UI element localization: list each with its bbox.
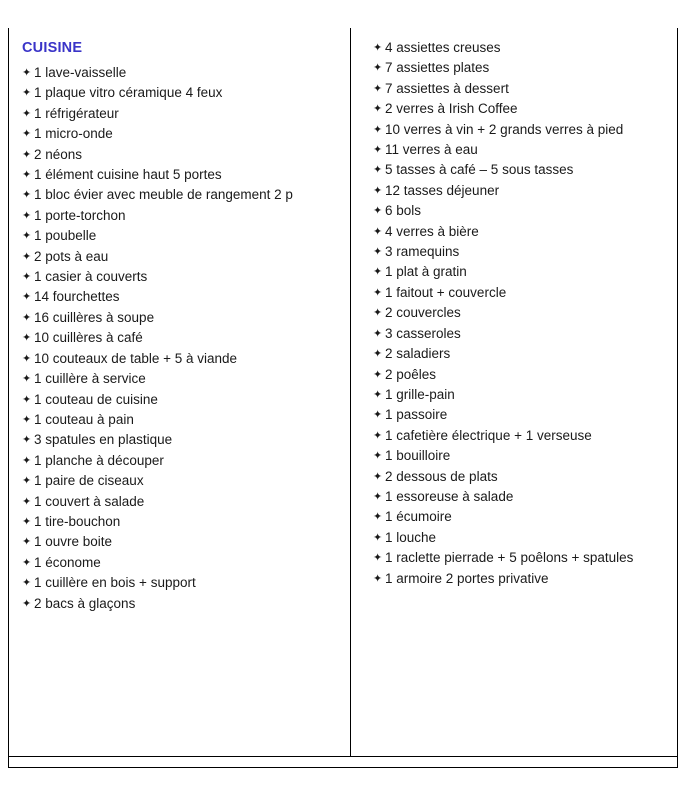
list-item-label: 1 cuillère en bois + support [34,575,196,591]
bullet-icon: ✦ [22,169,32,182]
bullet-icon: ✦ [373,42,383,54]
list-item [22,267,342,287]
list-item-label: 2 pots à eau [34,248,109,264]
bullet-icon: ✦ [373,490,383,503]
bullet-icon: ✦ [373,572,383,585]
list-item [373,446,673,466]
bullet-icon: ✦ [373,266,383,279]
list-item-label: 1 grille-pain [385,386,455,402]
list-item [22,83,342,103]
bullet-icon: ✦ [22,230,32,243]
list-item [22,308,342,328]
list-item-label: 2 néons [34,146,83,162]
list-item [22,206,342,226]
list-item-label: 1 économe [34,554,101,570]
list-item-label: 1 tire-bouchon [34,513,121,529]
list-item [373,262,673,282]
list-item [373,303,673,323]
list-item [22,512,342,532]
list-item-label: 2 bacs à glaçons [34,595,136,611]
bullet-icon: ✦ [373,205,383,218]
list-item-label: 6 bols [385,203,422,219]
list-item [22,185,342,205]
bullet-icon: ✦ [373,123,383,136]
list-item-label: 2 couvercles [385,305,461,321]
bullet-icon: ✦ [22,189,32,202]
list-item-label: 10 verres à vin + 2 grands verres à pied [385,121,624,137]
bullet-icon: ✦ [373,184,383,197]
bullet-icon: ✦ [22,577,32,590]
page-title: CUISINE [22,40,83,56]
bullet-icon: ✦ [22,107,32,120]
list-item-label: 1 louche [385,529,437,545]
bullet-icon: ✦ [373,470,383,483]
list-item-label: 16 cuillères à soupe [34,309,155,325]
list-item-label: 1 casier à couverts [34,269,148,285]
list-item [373,160,673,180]
bullet-icon: ✦ [373,144,383,157]
bullet-icon: ✦ [373,368,383,381]
bullet-icon: ✦ [22,597,32,610]
bullet-icon: ✦ [22,454,32,467]
list-item [373,140,673,160]
bullet-icon: ✦ [22,373,32,386]
list-item-label: 7 assiettes plates [385,60,490,76]
bullet-icon: ✦ [373,409,383,422]
list-item-label: 14 fourchettes [34,289,120,305]
bullet-icon: ✦ [22,250,32,263]
list-item [22,573,342,593]
bullet-icon: ✦ [22,271,32,284]
list-item [373,38,673,58]
list-item-label: 1 couvert à salade [34,493,145,509]
list-item [373,385,673,405]
list-item [22,165,342,185]
bullet-icon: ✦ [22,556,32,569]
bullet-icon: ✦ [373,82,383,95]
bullet-icon: ✦ [22,475,32,488]
list-item-label: 1 lave-vaisselle [34,65,127,80]
list-item-label: 1 raclette pierrade + 5 poêlons + spatules [385,550,634,566]
list-item [373,487,673,507]
bullet-icon: ✦ [22,209,32,222]
list-item-label: 1 planche à découper [34,452,164,468]
left-column [22,38,342,614]
list-item-label: 1 bouilloire [385,448,451,464]
list-item [373,365,673,385]
list-item-label: 7 assiettes à dessert [385,80,509,96]
list-item-label: 1 plat à gratin [385,264,467,280]
list-item-label: 1 porte-torchon [34,207,126,223]
list-item [373,283,673,303]
list-item [373,548,673,568]
list-item-label: 1 passoire [385,407,448,423]
bullet-icon: ✦ [373,327,383,340]
list-item [22,104,342,124]
list-item-label: 1 couteau de cuisine [34,391,158,407]
list-item [373,405,673,425]
bullet-icon: ✦ [373,531,383,544]
list-item-label: 1 plaque vitro céramique 4 feux [34,85,223,101]
list-item-label: 12 tasses déjeuner [385,182,500,198]
list-item [373,120,673,140]
list-item-label: 10 couteaux de table + 5 à viande [34,350,238,366]
list-item [22,553,342,573]
list-item [373,58,673,78]
bullet-icon: ✦ [373,552,383,565]
list-item-label: 3 casseroles [385,325,461,341]
bullet-icon: ✦ [22,128,32,141]
list-item-label: 1 bloc évier avec meuble de rangement 2 p [34,187,293,203]
list-item-label: 10 cuillères à café [34,330,143,346]
list-item-label: 3 ramequins [385,244,460,260]
bullet-icon: ✦ [373,286,383,299]
list-item-label: 11 verres à eau [385,142,478,158]
kitchen-inventory-list-left [22,63,342,614]
bullet-icon: ✦ [373,246,383,259]
list-item [373,181,673,201]
list-item [373,99,673,119]
bullet-icon: ✦ [373,511,383,524]
list-item [373,528,673,548]
bullet-icon: ✦ [22,536,32,549]
bullet-icon: ✦ [22,515,32,528]
list-item-label: 1 micro-onde [34,126,113,142]
list-item-label: 4 verres à bière [385,223,479,239]
list-item-label: 1 réfrigérateur [34,105,119,121]
list-item [22,410,342,430]
bullet-icon: ✦ [373,348,383,361]
list-item [22,594,342,614]
list-item [22,369,342,389]
list-item [373,569,673,589]
list-item [22,63,342,83]
bullet-icon: ✦ [373,62,383,75]
bullet-icon: ✦ [373,225,383,238]
list-item [373,507,673,527]
list-item [22,471,342,491]
bullet-icon: ✦ [22,87,32,100]
list-item [373,344,673,364]
list-item-label: 1 écumoire [385,509,452,525]
bullet-icon: ✦ [373,164,383,177]
list-item-label: 1 armoire 2 portes privative [385,570,549,586]
bullet-icon: ✦ [22,434,32,447]
list-item-label: 2 saladiers [385,346,451,362]
list-item-label: 1 couteau à pain [34,411,134,427]
list-item-label: 1 cuillère à service [34,371,146,387]
list-item [22,247,342,267]
list-item [22,145,342,165]
bullet-icon: ✦ [22,495,32,508]
list-item [22,124,342,144]
kitchen-inventory-list-right [373,38,673,589]
list-item-label: 2 verres à Irish Coffee [385,101,518,117]
list-item [22,451,342,471]
bullet-icon: ✦ [373,307,383,320]
list-item [373,222,673,242]
list-item [373,467,673,487]
list-item [373,201,673,221]
list-item-label: 1 poubelle [34,228,97,244]
list-item [373,426,673,446]
bullet-icon: ✦ [373,429,383,442]
list-item [22,226,342,246]
bullet-icon: ✦ [373,388,383,401]
bullet-icon: ✦ [22,311,32,324]
list-item [22,492,342,512]
list-item [373,79,673,99]
list-item-label: 1 essoreuse à salade [385,488,514,504]
bullet-icon: ✦ [22,332,32,345]
bullet-icon: ✦ [22,352,32,365]
right-column [373,38,673,589]
list-item [22,390,342,410]
list-item [373,324,673,344]
list-item-label: 1 faitout + couvercle [385,284,507,300]
list-item [22,349,342,369]
bullet-icon: ✦ [22,148,32,161]
list-item-label: 5 tasses à café – 5 sous tasses [385,162,574,178]
list-item [22,328,342,348]
list-item [373,242,673,262]
list-item-label: 4 assiettes creuses [385,40,501,55]
bullet-icon: ✦ [22,413,32,426]
list-item-label: 2 poêles [385,366,437,382]
bullet-icon: ✦ [373,450,383,463]
list-item-label: 1 ouvre boite [34,534,113,550]
list-item-label: 2 dessous de plats [385,468,498,484]
bullet-icon: ✦ [22,67,32,79]
bullet-icon: ✦ [373,103,383,116]
list-item-label: 1 élément cuisine haut 5 portes [34,167,222,183]
list-item [22,430,342,450]
bullet-icon: ✦ [22,393,32,406]
bullet-icon: ✦ [22,291,32,304]
list-item-label: 1 paire de ciseaux [34,473,144,489]
list-item [22,532,342,552]
list-item [22,287,342,307]
list-item-label: 3 spatules en plastique [34,432,173,448]
list-item-label: 1 cafetière électrique + 1 verseuse [385,427,592,443]
